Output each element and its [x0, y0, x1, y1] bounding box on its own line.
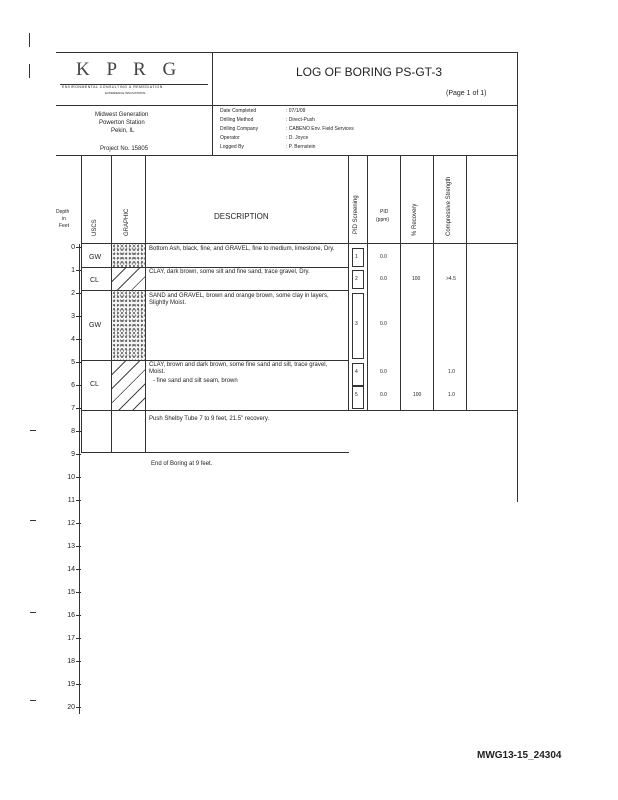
pid-value: 0.0 [380, 276, 387, 282]
uscs-code: GW [89, 254, 102, 261]
sample-number: 4 [355, 369, 358, 375]
scan-mark [30, 430, 36, 431]
info-label: Operator [220, 135, 240, 141]
depth-label: 10 [67, 474, 75, 481]
uscs-code: CL [90, 381, 99, 388]
sample-number: 3 [355, 321, 358, 327]
scan-mark [30, 612, 36, 613]
sample-box [352, 386, 364, 409]
end-of-boring-note: End of Boring at 9 feet. [151, 461, 213, 467]
depth-label: 19 [67, 681, 75, 688]
depth-tick [76, 638, 81, 639]
header-uscs: USCS [92, 219, 98, 236]
sample-box [352, 248, 364, 267]
depth-tick [76, 385, 81, 386]
margin-mark [29, 33, 30, 47]
info-value: : Direct-Push [286, 117, 315, 123]
pid-value: 0.0 [380, 254, 387, 260]
page-title: LOG OF BORING PS-GT-3 [296, 65, 443, 79]
depth-tick [76, 592, 81, 593]
depth-label: 5 [71, 359, 75, 366]
depth-label: 3 [71, 313, 75, 320]
row-line-7ft [81, 410, 518, 411]
info-label: Logged By [220, 144, 244, 150]
depth-tick [76, 500, 81, 501]
graphic-sand-gravel-layer [112, 291, 145, 360]
sample-box [352, 270, 364, 289]
depth-tick [76, 293, 81, 294]
table-left-border [81, 155, 82, 452]
table-top-border [56, 155, 518, 156]
scan-mark [30, 520, 36, 521]
depth-label: 6 [71, 382, 75, 389]
depth-tick [76, 247, 81, 248]
logo-subtagline: EXPERIENCE INNOVATIONS [105, 91, 146, 95]
site-name: Midwest Generation [95, 112, 149, 118]
col-divider-strength [466, 155, 467, 410]
sample-box [352, 363, 364, 386]
page-number: (Page 1 of 1) [446, 90, 487, 97]
depth-label: 20 [67, 704, 75, 711]
depth-label: 0 [71, 244, 75, 251]
logo-tagline: ENVIRONMENTAL CONSULTING & REMEDIATION [62, 85, 163, 89]
info-label: Date Completed [220, 108, 257, 114]
graphic-gravel-layer [112, 244, 145, 267]
depth-label: 16 [67, 612, 75, 619]
header-depth-feet: Feet [59, 223, 70, 229]
uscs-code: GW [89, 322, 102, 329]
sample-box [352, 293, 364, 359]
depth-tick [76, 408, 81, 409]
col-divider-pid-screening [367, 155, 368, 410]
depth-label: 4 [71, 336, 75, 343]
info-value: : P. Bernstein [286, 144, 316, 150]
depth-tick [76, 316, 81, 317]
header-right-border [517, 52, 518, 502]
graphic-clay-layer [112, 361, 145, 410]
depth-label: 11 [67, 497, 75, 504]
pid-value: 0.0 [380, 392, 387, 398]
header-depth: Depth [56, 209, 70, 215]
info-value: : 07/1/09 [286, 108, 306, 114]
depth-tick [76, 684, 81, 685]
col-divider-pid [400, 155, 401, 410]
recovery-value: 100 [413, 392, 422, 398]
layer-description: CLAY, dark brown, some silt and fine sand, trace gravel, Dry. [149, 269, 310, 275]
sample-number: 5 [355, 392, 358, 398]
pid-value: 0.0 [380, 369, 387, 375]
depth-tick [76, 431, 81, 432]
depth-label: 2 [71, 290, 75, 297]
depth-label: 13 [67, 543, 75, 550]
strength-value: >4.5 [446, 276, 456, 282]
depth-tick [76, 615, 81, 616]
table-header-bottom [81, 243, 518, 244]
site-location: Pekin, IL [111, 128, 135, 134]
header-mid-border [56, 105, 517, 106]
scan-mark [30, 700, 36, 701]
header-pid-screening: PID Screening [353, 195, 359, 234]
depth-tick [76, 661, 81, 662]
header-graphic: GRAPHIC [124, 208, 130, 236]
header-depth-in: in [62, 216, 66, 222]
header-pid-unit: (ppm) [376, 217, 390, 223]
header-compressive-strength: Compressive Strength [446, 176, 452, 236]
depth-label: 17 [67, 635, 75, 642]
logo-letters: K P R G [76, 59, 183, 80]
header-pid: PID [380, 209, 389, 215]
site-station: Powerton Station [99, 120, 145, 126]
strength-value: 1.0 [448, 392, 455, 398]
depth-label: 8 [71, 428, 75, 435]
info-label: Drilling Method [220, 117, 254, 123]
depth-tick [76, 270, 81, 271]
header-top-border [56, 52, 517, 53]
layer-description: CLAY, brown and dark brown, some fine sand and silt, trace gravel, Moist. [149, 362, 328, 375]
depth-label: 14 [67, 566, 75, 573]
depth-label: 15 [67, 589, 75, 596]
depth-label: 1 [71, 267, 75, 274]
depth-label: 18 [67, 658, 75, 665]
project-number: Project No. 15805 [100, 146, 149, 152]
depth-tick [76, 454, 81, 455]
header-divider [212, 52, 213, 155]
info-value: : D. Joyce [286, 135, 309, 141]
layer-description: Bottom Ash, black, fine, and GRAVEL, fine to medium, limestone, Dry. [149, 246, 335, 252]
graphic-clay-layer [112, 268, 145, 290]
info-label: Drilling Company [220, 126, 259, 132]
document-id: MWG13-15_24304 [477, 750, 562, 761]
uscs-code: CL [90, 277, 99, 284]
depth-tick [76, 362, 81, 363]
recovery-value: 100 [412, 276, 421, 282]
info-value: : CABENO Env. Field Services [286, 126, 354, 132]
table-bottom-border [81, 452, 349, 453]
layer-description: SAND and GRAVEL, brown and orange brown, some clay in layers, Slightly Moist. [149, 293, 329, 306]
header-description: DESCRIPTION [214, 212, 269, 221]
depth-label: 12 [67, 520, 75, 527]
depth-axis [79, 244, 80, 714]
depth-tick [76, 569, 81, 570]
depth-tick [76, 546, 81, 547]
sample-number: 1 [355, 254, 358, 260]
header-recovery: % Recovery [412, 203, 418, 236]
col-divider-description [348, 155, 349, 410]
depth-tick [76, 707, 81, 708]
sample-number: 2 [355, 276, 358, 282]
depth-label: 7 [71, 405, 75, 412]
depth-tick [76, 477, 81, 478]
depth-label: 9 [71, 451, 75, 458]
layer-description: Push Shelby Tube 7 to 9 feet, 21.5" recovery. [149, 416, 270, 422]
strength-value: 1.0 [448, 369, 455, 375]
depth-tick [76, 339, 81, 340]
col-divider-graphic [145, 155, 146, 452]
pid-value: 0.0 [380, 321, 387, 327]
margin-mark [29, 64, 30, 78]
col-divider-recovery [433, 155, 434, 410]
depth-tick [76, 523, 81, 524]
layer-description: - fine sand and silt seam, brown [153, 378, 238, 384]
